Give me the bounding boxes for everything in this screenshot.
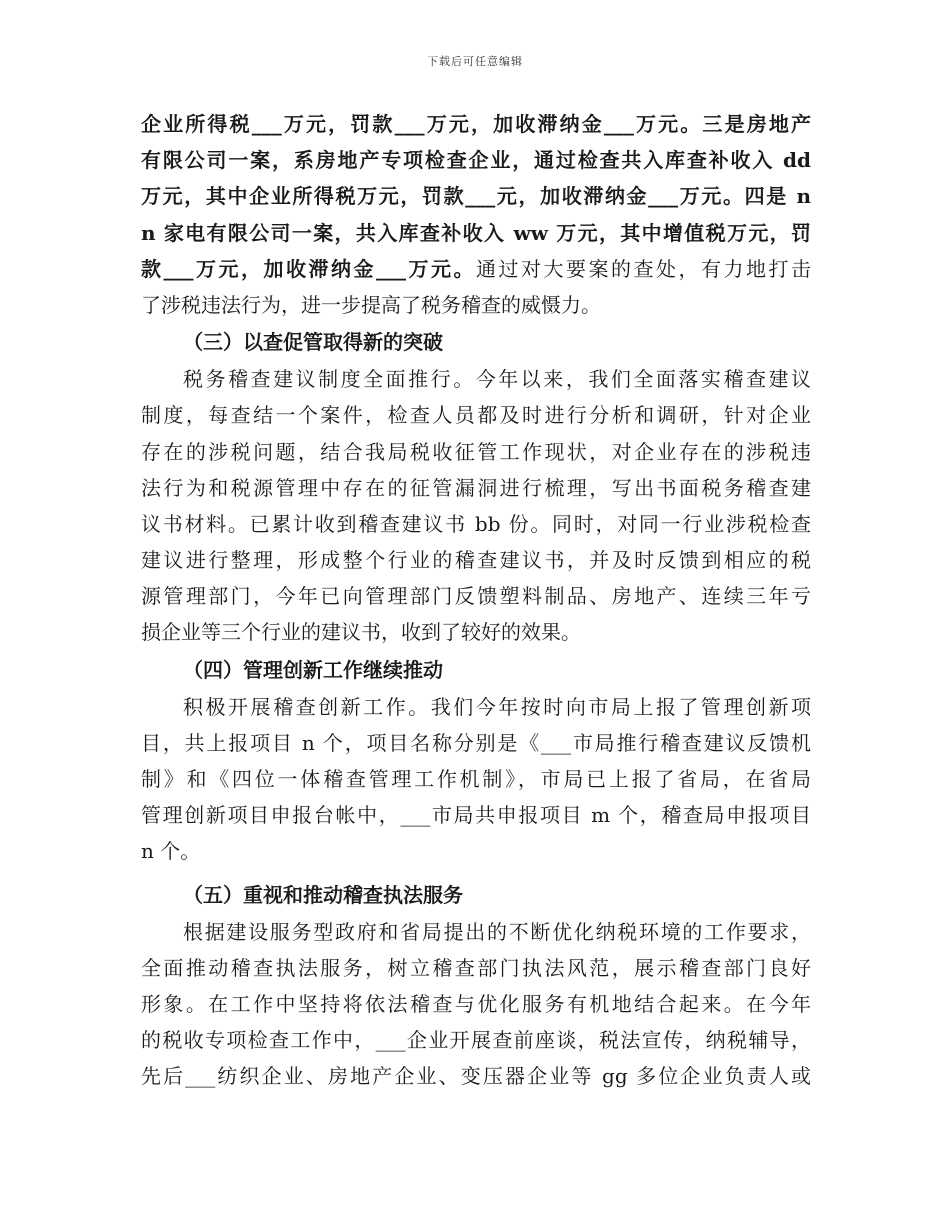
paragraph-line: 法行为和税源管理中存在的征管漏洞进行梳理，写出书面税务稽查建 [141, 475, 811, 500]
paragraph-line: 积极开展稽查创新工作。我们今年按时向市局上报了管理创新项 [183, 694, 811, 719]
paragraph-line-mixed [141, 251, 811, 287]
document-body [141, 106, 811, 1095]
paragraph-line: 目，共上报项目 n 个，项目名称分别是《___市局推行稽查建议反馈机 [141, 730, 811, 755]
paragraph-line: 形象。在工作中坚持将依法稽查与优化服务有机地结合起来。在今年 [141, 991, 811, 1016]
paragraph-line: 万元，其中企业所得税万元，罚款___元，加收滞纳金___万元。四是 n [141, 184, 811, 209]
paragraph-line: 税务稽查建议制度全面推行。今年以来，我们全面落实稽查建议 [183, 367, 811, 392]
paragraph-line: 管理创新项目申报台帐中，___市局共申报项目 m 个，稽查局申报项目 [141, 803, 811, 828]
paragraph-line: 建议进行整理，形成整个行业的稽查建议书，并及时反馈到相应的税 [141, 548, 811, 573]
paragraph-line: 有限公司一案，系房地产专项检查企业，通过检查共入库查补收入 dd [141, 148, 811, 173]
section-heading: （五）重视和推动稽查执法服务 [183, 882, 463, 907]
paragraph-line: 先后___纺织企业、房地产企业、变压器企业等 gg 多位企业负责人或 [141, 1064, 811, 1089]
bold-fragment: 款___万元，加收滞纳金___万元。 [141, 256, 476, 281]
section-heading: （三）以查促管取得新的突破 [183, 330, 443, 355]
page-header: 下载后可任意编辑 [427, 55, 523, 68]
paragraph-line: 企业所得税___万元，罚款___万元，加收滞纳金___万元。三是房地产 [141, 112, 811, 136]
section-heading: （四）管理创新工作继续推动 [183, 657, 443, 682]
paragraph-line: 损企业等三个行业的建议书，收到了较好的效果。 [141, 620, 581, 645]
paragraph-line: 存在的涉税问题，结合我局税收征管工作现状，对企业存在的涉税违 [141, 439, 811, 464]
paragraph-line: 源管理部门，今年已向管理部门反馈塑料制品、房地产、连续三年亏 [141, 584, 811, 609]
paragraph-line: 制》和《四位一体稽查管理工作机制》，市局已上报了省局，在省局 [141, 767, 811, 791]
paragraph-line: n 个。 [141, 839, 201, 864]
regular-fragment: 通过对大要案的查处，有力地打击 [476, 256, 811, 281]
paragraph-line: 全面推动稽查执法服务，树立稽查部门执法风范，展示稽查部门良好 [141, 955, 811, 980]
paragraph-line: 的税收专项检查工作中，___企业开展查前座谈，税法宣传，纳税辅导， [141, 1028, 811, 1053]
paragraph-line: 议书材料。已累计收到稽查建议书 bb 份。同时，对同一行业涉税检查 [141, 511, 811, 536]
paragraph-line: 制度，每查结一个案件，检查人员都及时进行分析和调研，针对企业 [141, 403, 811, 428]
paragraph-line: 根据建设服务型政府和省局提出的不断优化纳税环境的工作要求， [183, 919, 811, 944]
paragraph-line: 了涉税违法行为，进一步提高了税务稽查的威慑力。 [141, 292, 601, 317]
paragraph-line: n 家电有限公司一案，共入库查补收入 ww 万元，其中增值税万元，罚 [141, 220, 811, 245]
